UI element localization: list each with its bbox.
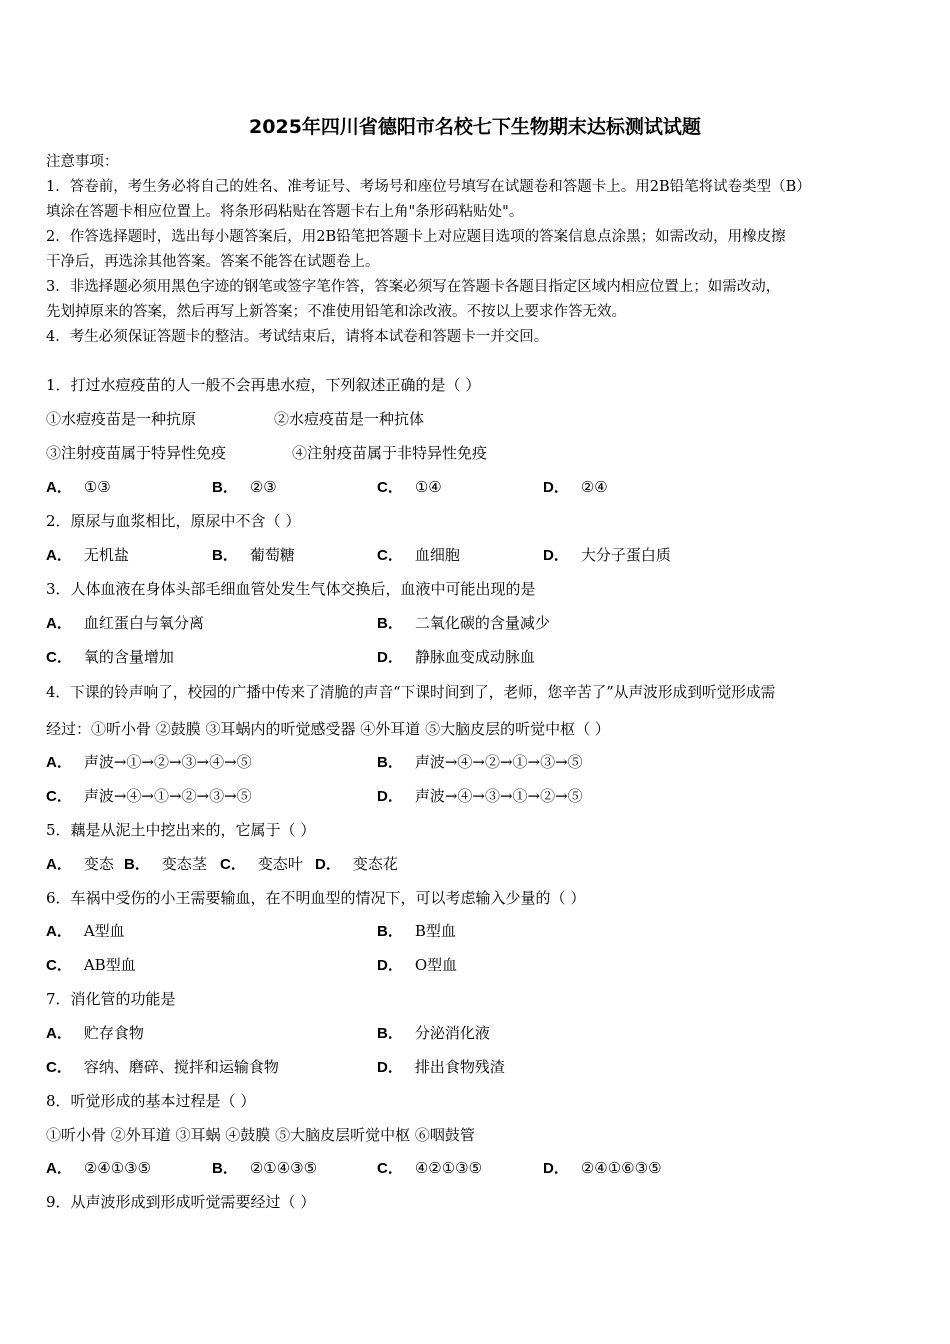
question-7-stem: 7．消化管的功能是 [46,990,176,1008]
statement-2: ②水痘疫苗是一种抗体 [274,410,425,428]
statement-4: ④注射疫苗属于非特异性免疫 [292,444,488,462]
question-5-stem: 5．藕是从泥土中挖出来的，它属于（ ） [46,821,316,839]
option-c[interactable]: C． 容纳、磨碎、搅拌和运输食物 [46,1058,279,1076]
question-8-stem: 8．听觉形成的基本过程是（ ） [46,1092,256,1110]
question-4-stem-line1: 4．下课的铃声响了，校园的广播中传来了清脆的声音“下课时间到了，老师，您辛苦了”从声波形成到听觉形成需 [46,684,776,701]
question-4-stem-line2: 经过：①听小骨 ②鼓膜 ③耳蜗内的听觉感受器 ④外耳道 ⑤大脑皮层的听觉中枢（ ） [46,720,610,738]
option-b[interactable]: B． 葡萄糖 [212,546,295,564]
option-b[interactable]: B． ②①④③⑤ [212,1159,318,1177]
option-b[interactable]: B． B型血 [377,922,456,940]
notes-line: 1．答卷前，考生务必将自己的姓名、准考证号、考场号和座位号填写在试题卷和答题卡上。用2B铅笔将试卷类型（B） [46,179,811,195]
option-b[interactable]: B． 变态茎 [124,855,207,873]
notes-line: 先划掉原来的答案，然后再写上新答案；不准使用铅笔和涂改液。不按以上要求作答无效。 [46,304,626,320]
option-d[interactable]: D． ②④ [543,478,608,496]
notes-line: 填涂在答题卡相应位置上。将条形码粘贴在答题卡右上角"条形码粘贴处"。 [46,204,524,220]
option-a[interactable]: A． 贮存食物 [46,1024,144,1042]
statement-3: ③注射疫苗属于特异性免疫 [46,444,227,462]
option-c[interactable]: C． ①④ [377,478,442,496]
option-a[interactable]: A． ②④①③⑤ [46,1159,152,1177]
option-d[interactable]: D． 声波→④→③→①→②→⑤ [377,787,583,805]
page-title: 2025年四川省德阳市名校七下生物期末达标测试试题 [249,116,701,138]
option-d[interactable]: D． 排出食物残渣 [377,1058,505,1076]
option-c[interactable]: C． 血细胞 [377,546,460,564]
option-a[interactable]: A． A型血 [46,922,125,940]
notes-line: 干净后，再选涂其他答案。答案不能答在试题卷上。 [46,254,380,270]
question-1-stem: 1．打过水痘疫苗的人一般不会再患水痘，下列叙述正确的是（ ） [46,376,481,394]
notes-line: 3．非选择题必须用黑色字迹的钢笔或签字笔作答，答案必须写在答题卡各题目指定区域内相应位置上；如需改动， [46,279,781,295]
option-a[interactable]: A． ①③ [46,478,111,496]
option-c[interactable]: C． ④②①③⑤ [377,1159,483,1177]
notes-section [46,150,906,350]
option-b[interactable]: B． 二氧化碳的含量减少 [377,614,550,632]
option-a[interactable]: A． 血红蛋白与氧分离 [46,614,204,632]
option-d[interactable]: D． 大分子蛋白质 [543,546,671,564]
option-b[interactable]: B． ②③ [212,478,277,496]
option-b[interactable]: B． 声波→④→②→①→③→⑤ [377,753,583,771]
option-b[interactable]: B． 分泌消化液 [377,1024,490,1042]
option-a[interactable]: A． 声波→①→②→③→④→⑤ [46,753,252,771]
question-8-items: ①听小骨 ②外耳道 ③耳蜗 ④鼓膜 ⑤大脑皮层听觉中枢 ⑥咽鼓管 [46,1126,475,1144]
option-d[interactable]: D． O型血 [377,956,458,974]
option-c[interactable]: C． 变态叶 [220,855,303,873]
question-6-stem: 6．车祸中受伤的小王需要输血，在不明血型的情况下，可以考虑输入少量的（ ） [46,889,586,907]
notes-heading: 注意事项： [46,154,119,170]
option-c[interactable]: C． AB型血 [46,956,136,974]
option-d[interactable]: D． ②④①⑥③⑤ [543,1159,662,1177]
question-9-stem: 9．从声波形成到形成听觉需要经过（ ） [46,1193,316,1211]
option-a[interactable]: A． 无机盐 [46,546,129,564]
option-c[interactable]: C． 声波→④→①→②→③→⑤ [46,787,252,805]
option-d[interactable]: D． 变态花 [315,855,398,873]
option-d[interactable]: D． 静脉血变成动脉血 [377,648,535,666]
notes-line: 2．作答选择题时，选出每小题答案后，用2B铅笔把答题卡上对应题目选项的答案信息点涂黑；如需改动，用橡皮擦 [46,229,786,245]
question-2-stem: 2．原尿与血浆相比，原尿中不含（ ） [46,512,301,530]
option-c[interactable]: C． 氧的含量增加 [46,648,174,666]
option-a[interactable]: A． 变态 [46,855,114,873]
notes-line: 4．考生必须保证答题卡的整洁。考试结束后，请将本试卷和答题卡一并交回。 [46,329,549,345]
question-3-stem: 3．人体血液在身体头部毛细血管处发生气体交换后，血液中可能出现的是 [46,580,536,598]
statement-1: ①水痘疫苗是一种抗原 [46,410,197,428]
